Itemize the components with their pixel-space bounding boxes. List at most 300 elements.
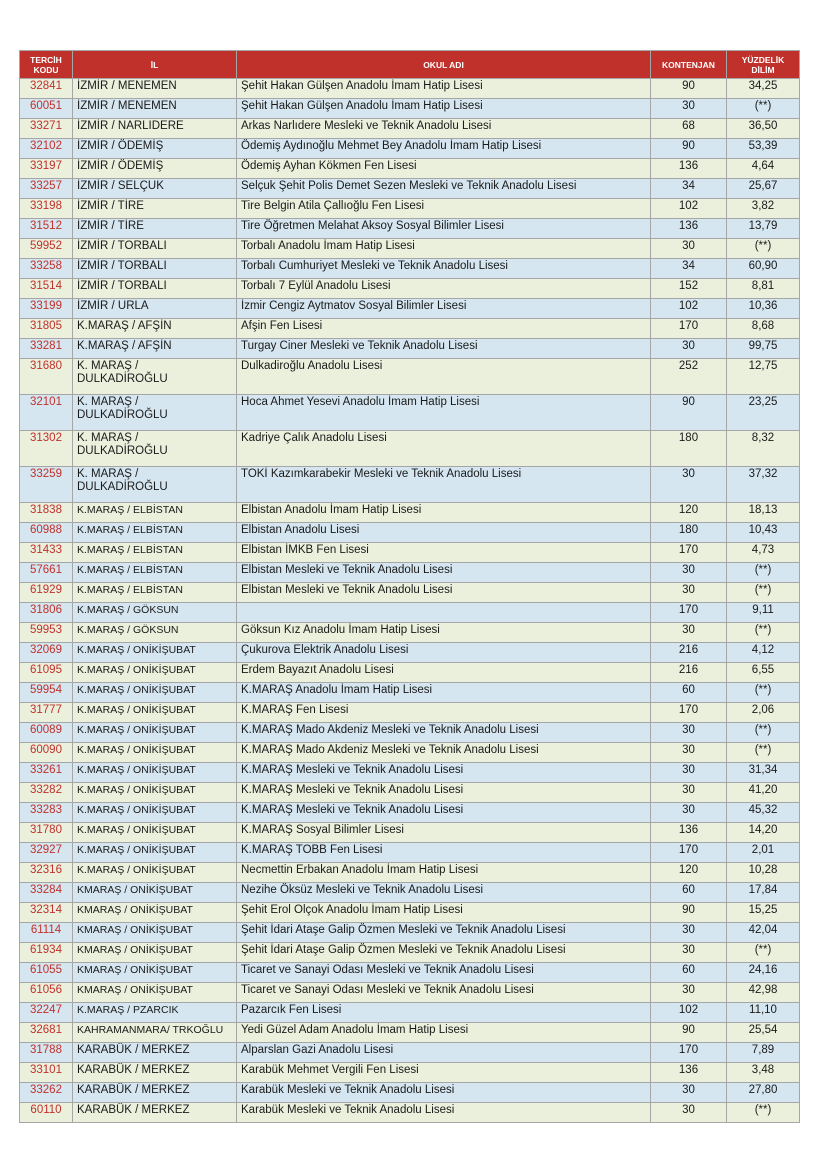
table-row <box>20 963 800 983</box>
cell-kontenjan: 170 <box>651 603 727 623</box>
cell-il: K.MARAŞ / ONİKİŞUBAT <box>73 783 237 803</box>
table-row <box>20 219 800 239</box>
cell-tercih-kodu: 33197 <box>20 159 73 179</box>
cell-kontenjan: 90 <box>651 139 727 159</box>
table-row <box>20 723 800 743</box>
cell-tercih-kodu: 59953 <box>20 623 73 643</box>
table-body <box>20 79 800 1123</box>
cell-okul-adi: Ödemiş Aydınoğlu Mehmet Bey Anadolu İmam Hatip Lisesi <box>237 139 651 159</box>
cell-kontenjan: 30 <box>651 743 727 763</box>
cell-kontenjan: 170 <box>651 843 727 863</box>
table-row <box>20 823 800 843</box>
cell-il: K.MARAŞ / ONİKİŞUBAT <box>73 683 237 703</box>
cell-il: K.MARAŞ / AFŞİN <box>73 319 237 339</box>
table-row <box>20 359 800 395</box>
cell-kontenjan: 30 <box>651 723 727 743</box>
table-row <box>20 119 800 139</box>
cell-tercih-kodu: 59952 <box>20 239 73 259</box>
cell-kontenjan: 120 <box>651 503 727 523</box>
cell-yuzdelik-dilim: 31,34 <box>727 763 800 783</box>
cell-kontenjan: 170 <box>651 1043 727 1063</box>
cell-il: K.MARAŞ / ONİKİŞUBAT <box>73 863 237 883</box>
cell-tercih-kodu: 32316 <box>20 863 73 883</box>
cell-yuzdelik-dilim: 45,32 <box>727 803 800 823</box>
cell-tercih-kodu: 60051 <box>20 99 73 119</box>
cell-tercih-kodu: 32681 <box>20 1023 73 1043</box>
cell-yuzdelik-dilim: 3,82 <box>727 199 800 219</box>
table-row <box>20 603 800 623</box>
cell-okul-adi: Dulkadiroğlu Anadolu Lisesi <box>237 359 651 395</box>
cell-yuzdelik-dilim: 9,11 <box>727 603 800 623</box>
table-row <box>20 663 800 683</box>
table-row <box>20 395 800 431</box>
cell-tercih-kodu: 31514 <box>20 279 73 299</box>
cell-yuzdelik-dilim: (**) <box>727 563 800 583</box>
cell-yuzdelik-dilim: 10,43 <box>727 523 800 543</box>
table-row <box>20 299 800 319</box>
cell-okul-adi: Elbistan İMKB Fen Lisesi <box>237 543 651 563</box>
cell-yuzdelik-dilim: 13,79 <box>727 219 800 239</box>
cell-okul-adi: Şehit Erol Olçok Anadolu İmam Hatip Lisesi <box>237 903 651 923</box>
cell-kontenjan: 60 <box>651 883 727 903</box>
cell-tercih-kodu: 32927 <box>20 843 73 863</box>
cell-yuzdelik-dilim: 25,54 <box>727 1023 800 1043</box>
cell-tercih-kodu: 61929 <box>20 583 73 603</box>
cell-kontenjan: 90 <box>651 79 727 99</box>
cell-kontenjan: 216 <box>651 663 727 683</box>
cell-il: KMARAŞ / ONİKİŞUBAT <box>73 943 237 963</box>
cell-okul-adi: K.MARAŞ Mesleki ve Teknik Anadolu Lisesi <box>237 763 651 783</box>
cell-okul-adi: Elbistan Anadolu İmam Hatip Lisesi <box>237 503 651 523</box>
table-row <box>20 703 800 723</box>
cell-kontenjan: 30 <box>651 1103 727 1123</box>
cell-okul-adi: Torbalı Cumhuriyet Mesleki ve Teknik Anadolu Lisesi <box>237 259 651 279</box>
header-pct-line2: DİLİM <box>751 64 775 75</box>
cell-okul-adi: Torbalı Anadolu İmam Hatip Lisesi <box>237 239 651 259</box>
cell-il: İZMİR / ÖDEMİŞ <box>73 139 237 159</box>
cell-okul-adi: Şehit Hakan Gülşen Anadolu İmam Hatip Lisesi <box>237 79 651 99</box>
cell-okul-adi: Necmettin Erbakan Anadolu İmam Hatip Lisesi <box>237 863 651 883</box>
cell-okul-adi: K.MARAŞ Mado Akdeniz Mesleki ve Teknik Anadolu Lisesi <box>237 743 651 763</box>
cell-kontenjan: 90 <box>651 903 727 923</box>
header-code-line2: KODU <box>33 64 59 75</box>
cell-okul-adi: Karabük Mesleki ve Teknik Anadolu Lisesi <box>237 1103 651 1123</box>
cell-il: K.MARAŞ / ELBİSTAN <box>73 503 237 523</box>
cell-kontenjan: 136 <box>651 159 727 179</box>
cell-kontenjan: 136 <box>651 1063 727 1083</box>
table-row <box>20 903 800 923</box>
cell-il: K.MARAŞ / AFŞİN <box>73 339 237 359</box>
cell-il: KARABÜK / MERKEZ <box>73 1043 237 1063</box>
cell-okul-adi: K.MARAŞ Mesleki ve Teknik Anadolu Lisesi <box>237 783 651 803</box>
cell-kontenjan: 170 <box>651 703 727 723</box>
cell-yuzdelik-dilim: 8,81 <box>727 279 800 299</box>
cell-il: K.MARAŞ / ONİKİŞUBAT <box>73 723 237 743</box>
cell-yuzdelik-dilim: 6,55 <box>727 663 800 683</box>
cell-okul-adi: Göksun Kız Anadolu İmam Hatip Lisesi <box>237 623 651 643</box>
school-quota-table <box>19 50 800 1123</box>
cell-il: K.MARAŞ / GÖKSUN <box>73 623 237 643</box>
cell-yuzdelik-dilim: 7,89 <box>727 1043 800 1063</box>
table-row <box>20 139 800 159</box>
table-row <box>20 239 800 259</box>
cell-tercih-kodu: 33101 <box>20 1063 73 1083</box>
cell-okul-adi: Elbistan Anadolu Lisesi <box>237 523 651 543</box>
cell-okul-adi: K.MARAŞ Mesleki ve Teknik Anadolu Lisesi <box>237 803 651 823</box>
cell-yuzdelik-dilim: 8,68 <box>727 319 800 339</box>
cell-yuzdelik-dilim: 42,98 <box>727 983 800 1003</box>
cell-tercih-kodu: 60988 <box>20 523 73 543</box>
cell-okul-adi: Arkas Narlıdere Mesleki ve Teknik Anadolu Lisesi <box>237 119 651 139</box>
table-row <box>20 563 800 583</box>
cell-yuzdelik-dilim: 41,20 <box>727 783 800 803</box>
cell-okul-adi: K.MARAŞ Mado Akdeniz Mesleki ve Teknik Anadolu Lisesi <box>237 723 651 743</box>
table-row <box>20 1043 800 1063</box>
cell-il: K.MARAŞ / ONİKİŞUBAT <box>73 803 237 823</box>
cell-tercih-kodu: 33258 <box>20 259 73 279</box>
table-row <box>20 863 800 883</box>
cell-il: K.MARAŞ / GÖKSUN <box>73 603 237 623</box>
cell-yuzdelik-dilim: (**) <box>727 99 800 119</box>
table-row <box>20 1003 800 1023</box>
cell-tercih-kodu: 31680 <box>20 359 73 395</box>
cell-kontenjan: 30 <box>651 783 727 803</box>
cell-kontenjan: 30 <box>651 563 727 583</box>
cell-il: K.MARAŞ / PZARCIK <box>73 1003 237 1023</box>
table-row <box>20 79 800 99</box>
table-row <box>20 339 800 359</box>
cell-il: KARABÜK / MERKEZ <box>73 1063 237 1083</box>
table-row <box>20 1063 800 1083</box>
cell-okul-adi: Ticaret ve Sanayi Odası Mesleki ve Teknik Anadolu Lisesi <box>237 963 651 983</box>
table-row <box>20 99 800 119</box>
cell-il: K.MARAŞ / ONİKİŞUBAT <box>73 843 237 863</box>
cell-yuzdelik-dilim: (**) <box>727 943 800 963</box>
cell-tercih-kodu: 31302 <box>20 431 73 467</box>
cell-il: İZMİR / MENEMEN <box>73 99 237 119</box>
cell-il: KMARAŞ / ONİKİŞUBAT <box>73 983 237 1003</box>
cell-okul-adi: Yedi Güzel Adam Anadolu İmam Hatip Lisesi <box>237 1023 651 1043</box>
cell-kontenjan: 216 <box>651 643 727 663</box>
table-row <box>20 683 800 703</box>
cell-il: KARABÜK / MERKEZ <box>73 1083 237 1103</box>
cell-tercih-kodu: 33261 <box>20 763 73 783</box>
cell-yuzdelik-dilim: 2,01 <box>727 843 800 863</box>
cell-yuzdelik-dilim: 11,10 <box>727 1003 800 1023</box>
cell-il: K.MARAŞ / ONİKİŞUBAT <box>73 743 237 763</box>
cell-il: K. MARAŞ / DULKADİROĞLU <box>73 431 237 467</box>
cell-tercih-kodu: 31777 <box>20 703 73 723</box>
cell-tercih-kodu: 33259 <box>20 467 73 503</box>
cell-il: KMARAŞ / ONİKİŞUBAT <box>73 883 237 903</box>
cell-yuzdelik-dilim: (**) <box>727 743 800 763</box>
cell-il: K.MARAŞ / ELBİSTAN <box>73 543 237 563</box>
header-il: İL <box>73 51 237 79</box>
cell-okul-adi: Karabük Mehmet Vergili Fen Lisesi <box>237 1063 651 1083</box>
header-yuzdelik-dilim <box>727 51 800 79</box>
cell-okul-adi: Karabük Mesleki ve Teknik Anadolu Lisesi <box>237 1083 651 1103</box>
cell-kontenjan: 30 <box>651 239 727 259</box>
cell-okul-adi: Şehit İdari Ataşe Galip Özmen Mesleki ve Teknik Anadolu Lisesi <box>237 923 651 943</box>
cell-kontenjan: 120 <box>651 863 727 883</box>
cell-kontenjan: 30 <box>651 923 727 943</box>
cell-kontenjan: 102 <box>651 1003 727 1023</box>
cell-kontenjan: 30 <box>651 623 727 643</box>
cell-il: K. MARAŞ / DULKADİROĞLU <box>73 395 237 431</box>
cell-yuzdelik-dilim: 4,73 <box>727 543 800 563</box>
cell-il: İZMİR / ÖDEMİŞ <box>73 159 237 179</box>
cell-il: K. MARAŞ / DULKADİROĞLU <box>73 467 237 503</box>
cell-tercih-kodu: 33199 <box>20 299 73 319</box>
table-row <box>20 943 800 963</box>
cell-okul-adi: K.MARAŞ TOBB Fen Lisesi <box>237 843 651 863</box>
cell-yuzdelik-dilim: 18,13 <box>727 503 800 523</box>
cell-yuzdelik-dilim: 14,20 <box>727 823 800 843</box>
cell-okul-adi: Tire Belgin Atila Çallıoğlu Fen Lisesi <box>237 199 651 219</box>
cell-okul-adi: Alparslan Gazi Anadolu Lisesi <box>237 1043 651 1063</box>
cell-kontenjan: 252 <box>651 359 727 395</box>
cell-tercih-kodu: 61095 <box>20 663 73 683</box>
cell-okul-adi: K.MARAŞ Anadolu İmam Hatip Lisesi <box>237 683 651 703</box>
cell-tercih-kodu: 31433 <box>20 543 73 563</box>
cell-tercih-kodu: 32069 <box>20 643 73 663</box>
cell-yuzdelik-dilim: 12,75 <box>727 359 800 395</box>
table-row <box>20 431 800 467</box>
cell-kontenjan: 136 <box>651 219 727 239</box>
table-row <box>20 643 800 663</box>
cell-tercih-kodu: 32247 <box>20 1003 73 1023</box>
cell-tercih-kodu: 33198 <box>20 199 73 219</box>
cell-il: İZMİR / SELÇUK <box>73 179 237 199</box>
cell-kontenjan: 30 <box>651 983 727 1003</box>
cell-yuzdelik-dilim: 60,90 <box>727 259 800 279</box>
table-row <box>20 319 800 339</box>
cell-okul-adi: Afşin Fen Lisesi <box>237 319 651 339</box>
table-row <box>20 199 800 219</box>
cell-il: K. MARAŞ / DULKADİROĞLU <box>73 359 237 395</box>
cell-tercih-kodu: 32841 <box>20 79 73 99</box>
cell-yuzdelik-dilim: 99,75 <box>727 339 800 359</box>
cell-il: K.MARAŞ / ELBİSTAN <box>73 563 237 583</box>
cell-yuzdelik-dilim: (**) <box>727 239 800 259</box>
cell-yuzdelik-dilim: 23,25 <box>727 395 800 431</box>
cell-kontenjan: 30 <box>651 1083 727 1103</box>
cell-kontenjan: 68 <box>651 119 727 139</box>
cell-kontenjan: 170 <box>651 543 727 563</box>
table-row <box>20 279 800 299</box>
cell-okul-adi: Torbalı 7 Eylül Anadolu Lisesi <box>237 279 651 299</box>
cell-okul-adi: Selçuk Şehit Polis Demet Sezen Mesleki ve Teknik Anadolu Lisesi <box>237 179 651 199</box>
cell-tercih-kodu: 60090 <box>20 743 73 763</box>
table-row <box>20 1103 800 1123</box>
cell-tercih-kodu: 31780 <box>20 823 73 843</box>
cell-okul-adi: Erdem Bayazıt Anadolu Lisesi <box>237 663 651 683</box>
cell-tercih-kodu: 31805 <box>20 319 73 339</box>
cell-yuzdelik-dilim: (**) <box>727 683 800 703</box>
cell-kontenjan: 34 <box>651 179 727 199</box>
cell-il: KARABÜK / MERKEZ <box>73 1103 237 1123</box>
header-row <box>20 51 800 79</box>
cell-kontenjan: 30 <box>651 583 727 603</box>
cell-okul-adi: Turgay Ciner Mesleki ve Teknik Anadolu Lisesi <box>237 339 651 359</box>
cell-okul-adi: Tire Öğretmen Melahat Aksoy Sosyal Bilimler Lisesi <box>237 219 651 239</box>
cell-kontenjan: 30 <box>651 763 727 783</box>
cell-tercih-kodu: 31806 <box>20 603 73 623</box>
table-row <box>20 1023 800 1043</box>
cell-il: K.MARAŞ / ONİKİŞUBAT <box>73 763 237 783</box>
table-row <box>20 883 800 903</box>
header-okul-adi: OKUL ADI <box>237 51 651 79</box>
cell-yuzdelik-dilim: 53,39 <box>727 139 800 159</box>
cell-il: İZMİR / TORBALI <box>73 279 237 299</box>
cell-tercih-kodu: 33284 <box>20 883 73 903</box>
cell-yuzdelik-dilim: 3,48 <box>727 1063 800 1083</box>
cell-yuzdelik-dilim: (**) <box>727 1103 800 1123</box>
cell-kontenjan: 90 <box>651 1023 727 1043</box>
cell-yuzdelik-dilim: 2,06 <box>727 703 800 723</box>
table-row <box>20 1083 800 1103</box>
cell-il: İZMİR / TİRE <box>73 199 237 219</box>
cell-il: K.MARAŞ / ELBİSTAN <box>73 583 237 603</box>
cell-tercih-kodu: 32101 <box>20 395 73 431</box>
cell-yuzdelik-dilim: (**) <box>727 623 800 643</box>
cell-okul-adi: TOKİ Kazımkarabekir Mesleki ve Teknik Anadolu Lisesi <box>237 467 651 503</box>
cell-kontenjan: 30 <box>651 339 727 359</box>
cell-tercih-kodu: 59954 <box>20 683 73 703</box>
cell-tercih-kodu: 60110 <box>20 1103 73 1123</box>
cell-yuzdelik-dilim: 15,25 <box>727 903 800 923</box>
cell-okul-adi: Elbistan Mesleki ve Teknik Anadolu Lisesi <box>237 583 651 603</box>
cell-okul-adi: Çukurova Elektrik Anadolu Lisesi <box>237 643 651 663</box>
cell-okul-adi: Ticaret ve Sanayi Odası Mesleki ve Teknik Anadolu Lisesi <box>237 983 651 1003</box>
cell-tercih-kodu: 33257 <box>20 179 73 199</box>
cell-il: İZMİR / TİRE <box>73 219 237 239</box>
cell-yuzdelik-dilim: 34,25 <box>727 79 800 99</box>
cell-okul-adi: Kadriye Çalık Anadolu Lisesi <box>237 431 651 467</box>
cell-yuzdelik-dilim: (**) <box>727 723 800 743</box>
table-row <box>20 983 800 1003</box>
table-row <box>20 783 800 803</box>
cell-yuzdelik-dilim: 24,16 <box>727 963 800 983</box>
cell-kontenjan: 136 <box>651 823 727 843</box>
cell-il: K.MARAŞ / ONİKİŞUBAT <box>73 663 237 683</box>
cell-kontenjan: 152 <box>651 279 727 299</box>
cell-kontenjan: 180 <box>651 431 727 467</box>
cell-tercih-kodu: 61055 <box>20 963 73 983</box>
cell-kontenjan: 30 <box>651 943 727 963</box>
cell-il: İZMİR / URLA <box>73 299 237 319</box>
cell-yuzdelik-dilim: 37,32 <box>727 467 800 503</box>
cell-kontenjan: 30 <box>651 99 727 119</box>
cell-tercih-kodu: 33282 <box>20 783 73 803</box>
cell-kontenjan: 170 <box>651 319 727 339</box>
cell-tercih-kodu: 32102 <box>20 139 73 159</box>
cell-il: İZMİR / MENEMEN <box>73 79 237 99</box>
cell-tercih-kodu: 31788 <box>20 1043 73 1063</box>
cell-kontenjan: 102 <box>651 299 727 319</box>
cell-kontenjan: 30 <box>651 803 727 823</box>
header-pct-line1: YÜZDELİK <box>741 54 785 65</box>
table-row <box>20 923 800 943</box>
cell-tercih-kodu: 61934 <box>20 943 73 963</box>
cell-il: KAHRAMANMARA/ TRKOĞLU <box>73 1023 237 1043</box>
cell-okul-adi: Elbistan Mesleki ve Teknik Anadolu Lisesi <box>237 563 651 583</box>
table-row <box>20 843 800 863</box>
table-row <box>20 259 800 279</box>
cell-yuzdelik-dilim: 27,80 <box>727 1083 800 1103</box>
cell-kontenjan: 60 <box>651 683 727 703</box>
cell-il: İZMİR / TORBALI <box>73 259 237 279</box>
cell-il: KMARAŞ / ONİKİŞUBAT <box>73 923 237 943</box>
cell-yuzdelik-dilim: 8,32 <box>727 431 800 467</box>
cell-kontenjan: 102 <box>651 199 727 219</box>
cell-tercih-kodu: 61114 <box>20 923 73 943</box>
cell-il: K.MARAŞ / ONİKİŞUBAT <box>73 823 237 843</box>
cell-okul-adi: Pazarcık Fen Lisesi <box>237 1003 651 1023</box>
cell-okul-adi: Şehit Hakan Gülşen Anadolu İmam Hatip Lisesi <box>237 99 651 119</box>
cell-yuzdelik-dilim: 10,28 <box>727 863 800 883</box>
cell-yuzdelik-dilim: 10,36 <box>727 299 800 319</box>
cell-okul-adi: Nezihe Öksüz Mesleki ve Teknik Anadolu Lisesi <box>237 883 651 903</box>
cell-yuzdelik-dilim: 17,84 <box>727 883 800 903</box>
cell-kontenjan: 90 <box>651 395 727 431</box>
cell-tercih-kodu: 33281 <box>20 339 73 359</box>
cell-il: İZMİR / TORBALI <box>73 239 237 259</box>
cell-okul-adi <box>237 603 651 623</box>
table-row <box>20 159 800 179</box>
cell-okul-adi: Ödemiş Ayhan Kökmen Fen Lisesi <box>237 159 651 179</box>
cell-okul-adi: İzmir Cengiz Aytmatov Sosyal Bilimler Lisesi <box>237 299 651 319</box>
table-row <box>20 623 800 643</box>
table-row <box>20 763 800 783</box>
cell-il: K.MARAŞ / ONİKİŞUBAT <box>73 643 237 663</box>
cell-okul-adi: K.MARAŞ Sosyal Bilimler Lisesi <box>237 823 651 843</box>
header-kontenjan: KONTENJAN <box>651 51 727 79</box>
cell-kontenjan: 30 <box>651 467 727 503</box>
cell-il: K.MARAŞ / ONİKİŞUBAT <box>73 703 237 723</box>
table-row <box>20 179 800 199</box>
cell-tercih-kodu: 31838 <box>20 503 73 523</box>
cell-tercih-kodu: 32314 <box>20 903 73 923</box>
table-row <box>20 503 800 523</box>
table-row <box>20 523 800 543</box>
cell-kontenjan: 180 <box>651 523 727 543</box>
table-row <box>20 743 800 763</box>
header-code-line1: TERCİH <box>30 54 62 65</box>
cell-okul-adi: K.MARAŞ Fen Lisesi <box>237 703 651 723</box>
cell-kontenjan: 60 <box>651 963 727 983</box>
cell-tercih-kodu: 33271 <box>20 119 73 139</box>
table-header <box>20 51 800 79</box>
cell-yuzdelik-dilim: (**) <box>727 583 800 603</box>
cell-yuzdelik-dilim: 36,50 <box>727 119 800 139</box>
cell-il: KMARAŞ / ONİKİŞUBAT <box>73 903 237 923</box>
cell-okul-adi: Hoca Ahmet Yesevi Anadolu İmam Hatip Lisesi <box>237 395 651 431</box>
cell-il: İZMİR / NARLIDERE <box>73 119 237 139</box>
header-tercih-kodu <box>20 51 73 79</box>
cell-il: K.MARAŞ / ELBİSTAN <box>73 523 237 543</box>
cell-tercih-kodu: 31512 <box>20 219 73 239</box>
cell-tercih-kodu: 57661 <box>20 563 73 583</box>
cell-yuzdelik-dilim: 4,64 <box>727 159 800 179</box>
cell-tercih-kodu: 60089 <box>20 723 73 743</box>
table-row <box>20 543 800 563</box>
cell-yuzdelik-dilim: 42,04 <box>727 923 800 943</box>
cell-tercih-kodu: 33283 <box>20 803 73 823</box>
table-row <box>20 803 800 823</box>
table-row <box>20 583 800 603</box>
cell-yuzdelik-dilim: 4,12 <box>727 643 800 663</box>
